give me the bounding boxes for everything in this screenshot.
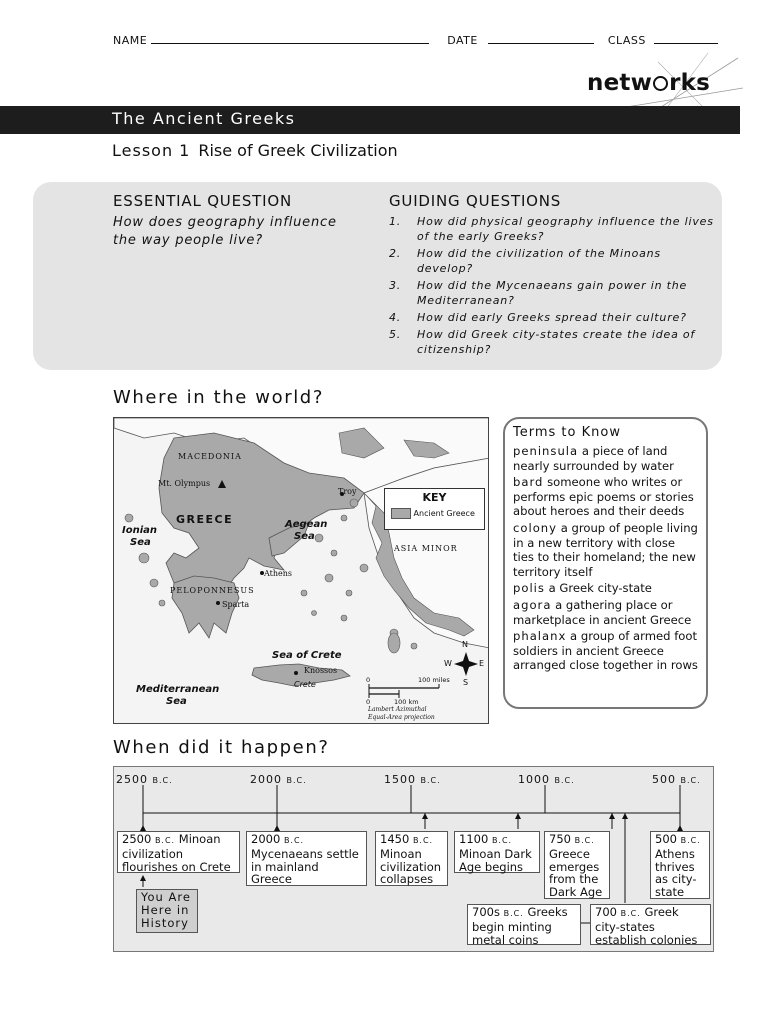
term-entry: peninsula a piece of land nearly surrounded by water: [513, 444, 674, 473]
terms-to-know-panel: [503, 417, 708, 709]
guiding-question: 4. How did early Greeks spread their culture?: [389, 311, 687, 324]
projection-label-2: Equal-Area projection: [368, 714, 435, 721]
knossos-marker: [294, 671, 298, 675]
label-knossos: Knossos: [304, 666, 338, 675]
map-key-swatch: [391, 508, 411, 519]
compass-rose-icon: [454, 652, 478, 676]
ancient-greece-map: [113, 417, 489, 724]
guiding-question: 2. How did the civilization of the Minoans develop?: [389, 247, 661, 275]
label-peloponnesus: PELOPONNESUS: [170, 586, 255, 595]
lesson-heading: [112, 141, 398, 160]
compass-n: N: [462, 640, 468, 649]
guiding-question: 5. How did Greek city-states create the idea of citizenship?: [389, 328, 696, 356]
label-athens: Athens: [264, 569, 292, 578]
globe-icon: [653, 76, 668, 91]
label-crete: Crete: [294, 680, 316, 689]
when-heading: When did it happen?: [113, 737, 330, 758]
you-are-here-marker: You Are Here in History: [136, 889, 198, 933]
term-entry: bard someone who writes or performs epic poems or stories about heroes and their deeds: [513, 475, 694, 519]
tick-1500: 1500 B.C.: [384, 773, 441, 786]
term-entry: agora a gathering place or marketplace in ancient Greece: [513, 597, 692, 627]
guiding-questions-list: [389, 214, 719, 359]
event-500-bc: 500 B.C. Athens thrives as city-state: [650, 831, 710, 899]
term-entry: polis a Greek city-state: [513, 581, 652, 596]
term-entry: phalanx a group of armed foot soldiers in ancient Greece arranged close together in rows: [513, 629, 698, 673]
event-2500-bc: 2500 B.C. Minoan civilization flourishes on Crete: [117, 831, 240, 873]
networks-logo: netw rks: [587, 70, 710, 96]
terms-title: Terms to Know: [513, 425, 621, 440]
projection-label-1: Lambert Azimuthal: [368, 706, 427, 713]
label-troy: Troy: [338, 487, 357, 496]
tick-500: 500 B.C.: [652, 773, 701, 786]
sparta-marker: [216, 601, 220, 605]
label-ionian-sea-2: Sea: [130, 537, 151, 548]
label-asia-minor: ASIA MINOR: [394, 544, 458, 553]
label-greece: GREECE: [176, 513, 234, 526]
event-700-bc: 700 B.C. Greek city-states establish colonies: [590, 904, 711, 945]
lesson-title: Rise of Greek Civilization: [198, 141, 398, 160]
timeline: [113, 766, 714, 952]
scale-zero-miles: 0: [366, 676, 371, 684]
compass-e: E: [479, 659, 485, 668]
name-label: NAME: [113, 34, 148, 47]
tick-2000: 2000 B.C.: [250, 773, 307, 786]
essential-question-text: How does geography influence the way people live?: [113, 215, 337, 248]
class-label: CLASS: [607, 34, 646, 47]
event-700s-bc: 700s B.C. Greeks begin minting metal coins: [467, 904, 581, 945]
tick-2500: 2500 B.C.: [116, 773, 173, 786]
class-field[interactable]: [654, 34, 718, 44]
label-aegean-sea-2: Sea: [294, 531, 315, 542]
unit-banner: [0, 106, 740, 134]
map-key-label: Ancient Greece: [413, 509, 475, 518]
tick-1000: 1000 B.C.: [518, 773, 575, 786]
scale-bar: [369, 684, 439, 698]
label-aegean-sea: Aegean: [285, 519, 328, 530]
label-sparta: Sparta: [222, 600, 250, 609]
label-sea-of-crete: Sea of Crete: [272, 650, 342, 661]
date-field[interactable]: [488, 34, 594, 44]
scale-km-label: 100 km: [394, 698, 419, 706]
event-750-bc: 750 B.C. Greece emerges from the Dark Age: [544, 831, 610, 899]
essential-question-title: ESSENTIAL QUESTION: [113, 192, 292, 210]
guiding-question: 3. How did the Mycenaeans gain power in the Mediterranean?: [389, 279, 688, 307]
guiding-question: 1. How did physical geography influence the lives of the early Greeks?: [389, 215, 714, 243]
scale-zero-km: 0: [366, 698, 371, 706]
label-mediterranean-sea: Mediterranean: [136, 684, 220, 695]
label-macedonia: MACEDONIA: [178, 452, 242, 461]
event-1450-bc: 1450 B.C. Minoan civilization collapses: [375, 831, 448, 886]
label-mediterranean-sea-2: Sea: [166, 696, 187, 707]
event-1100-bc: 1100 B.C. Minoan Dark Age begins: [454, 831, 540, 873]
name-field[interactable]: [151, 34, 429, 44]
compass-w: W: [444, 659, 452, 668]
map-key-title: KEY: [422, 491, 447, 504]
label-ionian-sea: Ionian: [122, 525, 158, 536]
lesson-number: Lesson 1: [112, 141, 191, 160]
unit-title: The Ancient Greeks: [112, 109, 296, 128]
label-mt-olympus: Mt. Olympus: [158, 479, 211, 488]
term-entry: colony a group of people living in a new territory with close ties to their homeland; the new territory itself: [513, 520, 698, 579]
scale-miles-label: 100 miles: [418, 676, 450, 684]
date-label: DATE: [447, 34, 478, 47]
guiding-questions-title: GUIDING QUESTIONS: [389, 192, 562, 210]
event-2000-bc: 2000 B.C. Mycenaeans settle in mainland Greece: [246, 831, 367, 886]
where-heading: Where in the world?: [113, 387, 324, 408]
student-info-line: [113, 34, 718, 47]
compass-s: S: [463, 678, 469, 687]
map-key: [384, 488, 485, 530]
